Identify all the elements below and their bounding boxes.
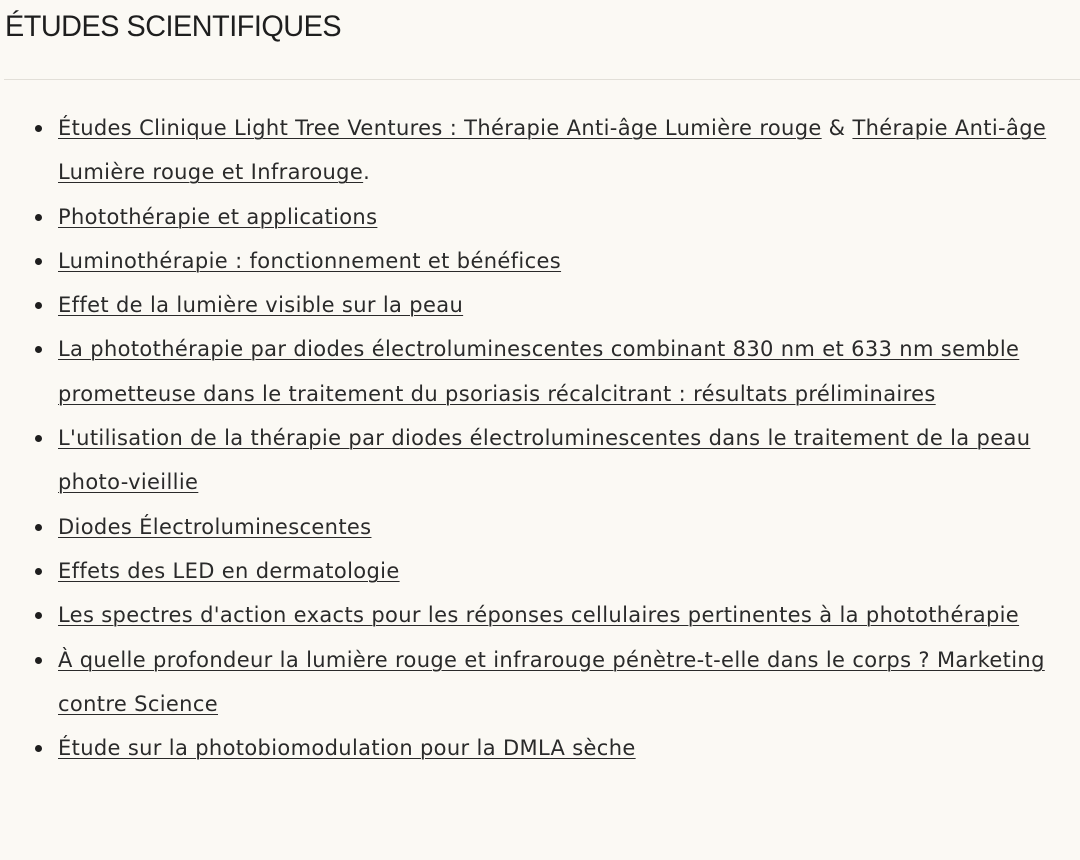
bullet-icon [35, 745, 42, 752]
list-item [0, 505, 1080, 549]
bullet-icon [35, 125, 42, 132]
list-item [0, 106, 1080, 195]
study-link[interactable]: L'utilisation de la thérapie par diodes électroluminescentes dans le traitement de la peau photo-vieillie [58, 426, 1031, 495]
separator-text: & [821, 116, 853, 140]
study-list [0, 106, 1080, 770]
study-link[interactable]: Diodes Électroluminescentes [58, 514, 372, 539]
list-item [0, 638, 1080, 727]
study-link[interactable]: Étude sur la photobiomodulation pour la DMLA sèche [58, 736, 636, 761]
study-link[interactable]: Études Clinique Light Tree Ventures : Thérapie Anti-âge Lumière rouge [58, 116, 822, 140]
study-link[interactable]: À quelle profondeur la lumière rouge et infrarouge pénètre-t-elle dans le corps ? Marketing contre Science [58, 647, 1045, 716]
bullet-icon [35, 524, 42, 531]
study-link[interactable]: Les spectres d'action exacts pour les réponses cellulaires pertinentes à la photothérapie [58, 603, 1020, 628]
study-link[interactable]: Photothérapie et applications [58, 204, 378, 229]
study-link[interactable]: La photothérapie par diodes électroluminescentes combinant 830 nm et 633 nm semble prometteuse dans le traitement du psoriasis récalcitrant : résultats préliminaires [58, 337, 1020, 406]
study-link[interactable]: Luminothérapie : fonctionnement et bénéfices [58, 248, 562, 273]
list-item [0, 726, 1080, 770]
bullet-icon [35, 214, 42, 221]
bullet-icon [35, 302, 42, 309]
page-title: ÉTUDES SCIENTIFIQUES [5, 10, 342, 43]
list-item [0, 593, 1080, 637]
list-item [0, 195, 1080, 239]
study-link[interactable]: Effets des LED en dermatologie [58, 558, 400, 583]
list-item [0, 416, 1080, 505]
section-divider [4, 79, 1080, 80]
bullet-icon [35, 568, 42, 575]
punctuation-text: . [363, 160, 371, 185]
bullet-icon [35, 258, 42, 265]
list-item [0, 549, 1080, 593]
list-item [0, 327, 1080, 416]
list-item [0, 239, 1080, 283]
list-item [0, 283, 1080, 327]
study-link[interactable]: Effet de la lumière visible sur la peau [58, 293, 464, 318]
bullet-icon [35, 657, 42, 664]
study-link[interactable]: Thérapie Anti-âge Lumière rouge et Infrarouge [58, 116, 1047, 185]
bullet-icon [35, 346, 42, 353]
bullet-icon [35, 612, 42, 619]
bullet-icon [35, 435, 42, 442]
